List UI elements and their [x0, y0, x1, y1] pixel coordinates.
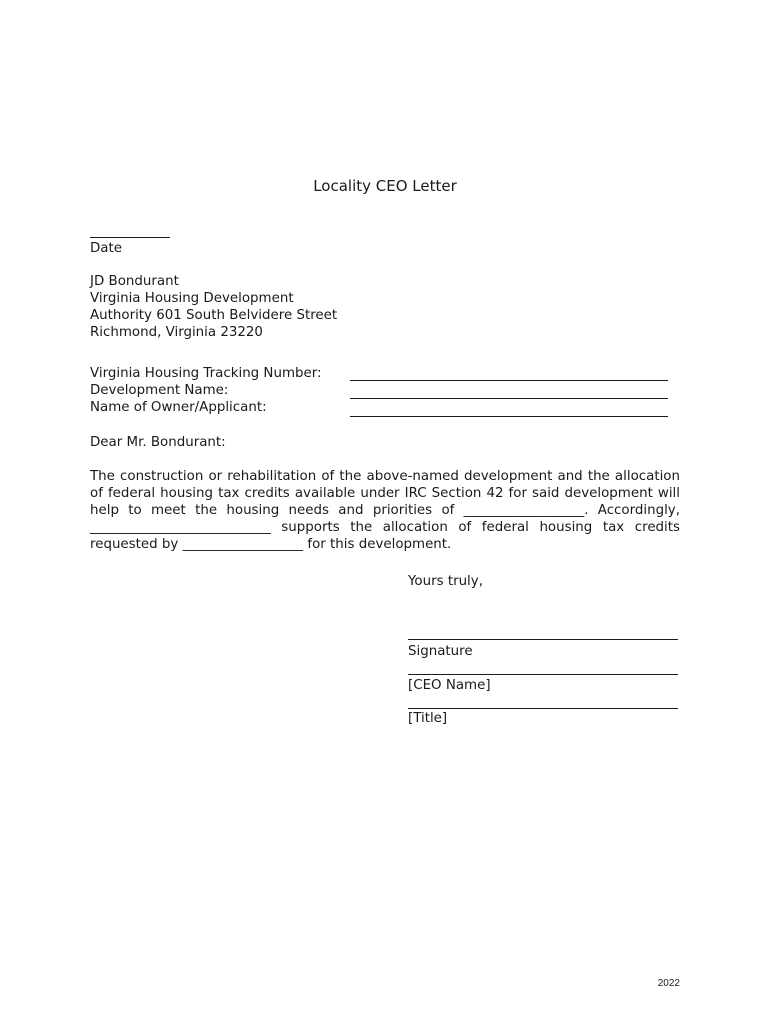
development-name-line [350, 398, 668, 399]
signature-label: Signature [408, 644, 473, 659]
year-footer: 2022 [657, 978, 680, 989]
recipient-street: Authority 601 South Belvidere Street [90, 308, 338, 323]
title-line [408, 708, 678, 709]
recipient-org: Virginia Housing Development [90, 291, 294, 306]
owner-applicant-label: Name of Owner/Applicant: [90, 400, 267, 415]
tracking-fields [90, 365, 322, 416]
closing: Yours truly, [408, 574, 483, 589]
salutation: Dear Mr. Bondurant: [90, 435, 226, 450]
ceo-name-line [408, 674, 678, 675]
ceo-name-label: [CEO Name] [408, 678, 491, 693]
recipient-city: Richmond, Virginia 23220 [90, 325, 263, 340]
recipient-name: JD Bondurant [90, 274, 179, 289]
signature-line [408, 639, 678, 640]
body-paragraph: The construction or rehabilitation of the above-named development and the allocation of federal housing tax credits available under IRC Section 42 for said development will help to meet the housing needs and priorities of __________________. Accordingly, ___________________________ supports the allocation of federal housing tax credits requested by __________________ for this development. [90, 469, 680, 552]
recipient-address [90, 273, 337, 341]
date-blank-line [90, 237, 170, 238]
date-label: Date [90, 241, 123, 256]
tracking-number-label: Virginia Housing Tracking Number: [90, 366, 322, 381]
tracking-number-line [350, 380, 668, 381]
development-name-label: Development Name: [90, 383, 229, 398]
title-label: [Title] [408, 711, 448, 726]
owner-applicant-line [350, 416, 668, 417]
document-title: Locality CEO Letter [313, 177, 457, 195]
